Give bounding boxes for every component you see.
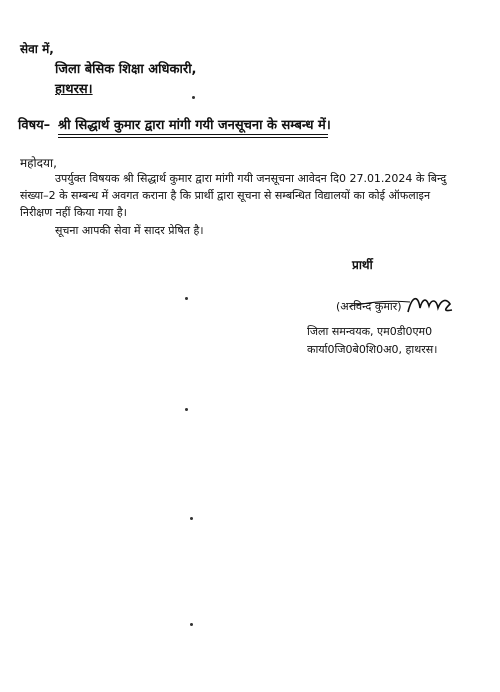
body-line-3: निरीक्षण नहीं किया गया है। (20, 206, 127, 219)
closing-line: सूचना आपकी सेवा में सादर प्रेषित है। (55, 224, 204, 237)
recipient-prefix: सेवा में, (20, 42, 54, 56)
subject-label: विषय– (18, 118, 51, 133)
sender-designation: जिला समन्वयक, एम0डी0एम0 (307, 325, 433, 338)
recipient-addressee: जिला बेसिक शिक्षा अधिकारी, (55, 62, 197, 77)
recipient-place: हाथरस। (55, 82, 93, 97)
sender-office: कार्या0जि0बे0शि0अ0, हाथरस। (307, 343, 438, 356)
subject-underline-2 (58, 137, 328, 138)
body-line-1: उपर्युक्त विषयक श्री सिद्धार्थ कुमार द्वारा मांगी गयी जनसूचना आवेदन दि0 27.01.2024 के बिन्दु (55, 172, 447, 185)
body-line-2: संख्या–2 के सम्बन्ध में अवगत कराना है कि प्रार्थी द्वारा सूचना से सम्बन्धित विद्यालयों का कोई ऑफलाइन (20, 189, 431, 202)
scan-speck (190, 517, 193, 520)
scan-speck (185, 408, 188, 411)
subject-underline-1 (58, 134, 328, 135)
subject-text: श्री सिद्धार्थ कुमार द्वारा मांगी गयी जनसूचना के सम्बन्ध में। (58, 118, 331, 133)
scan-speck (192, 96, 195, 99)
scan-speck (185, 297, 188, 300)
scan-speck (190, 623, 193, 626)
sender-label: प्रार्थी (352, 258, 373, 272)
salutation: महोदया, (20, 156, 57, 170)
sender-name: (अरविन्द कुमार) (336, 300, 402, 313)
